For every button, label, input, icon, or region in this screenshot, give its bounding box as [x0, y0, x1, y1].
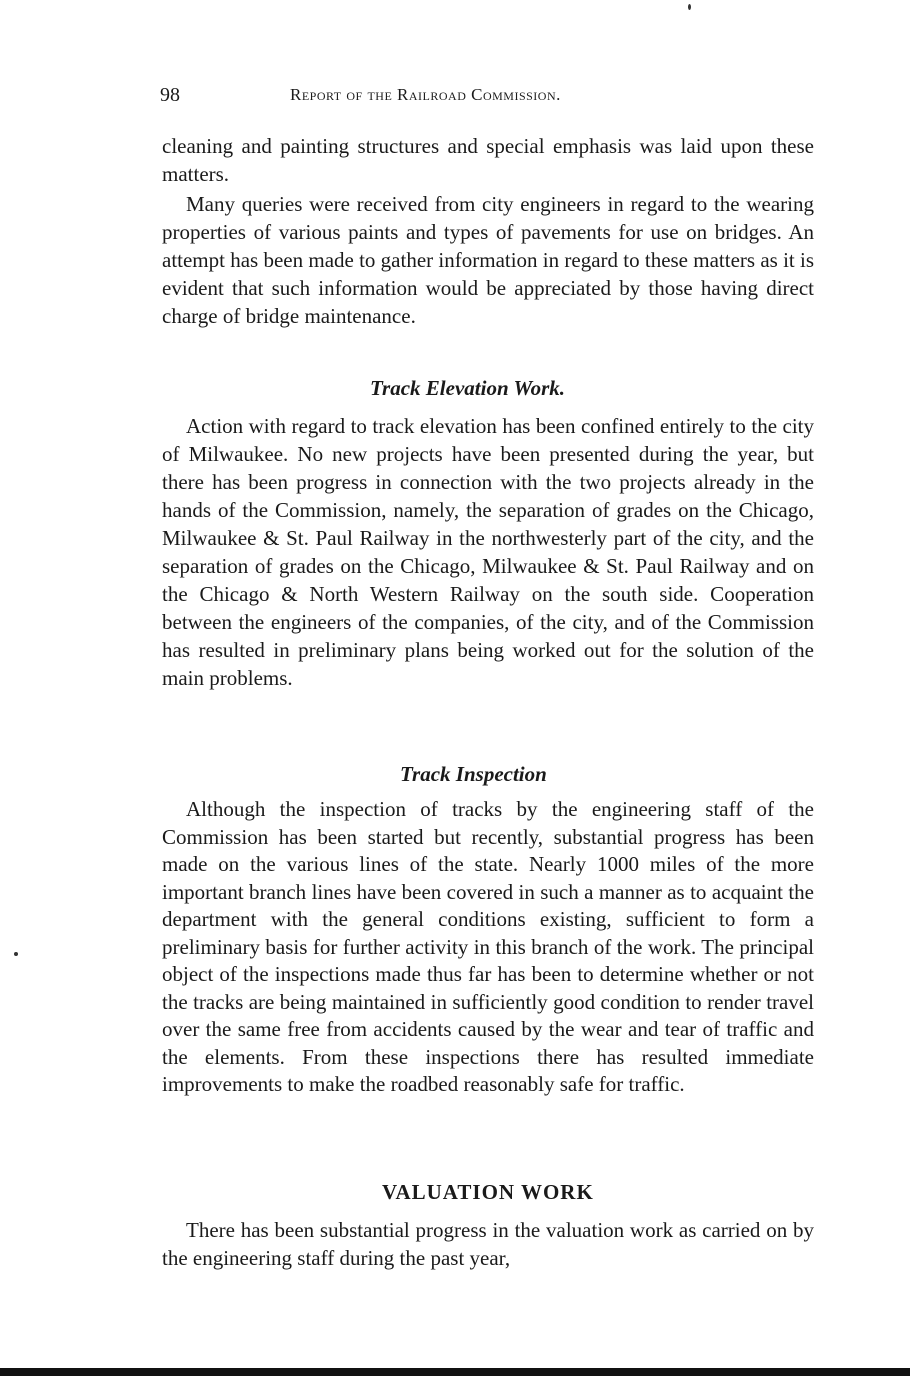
heading-valuation-work: VALUATION WORK	[382, 1180, 594, 1204]
paragraph-bridge-maintenance-end: cleaning and painting structures and special emphasis was laid upon these matters.	[162, 134, 814, 186]
paragraph-valuation-work: There has been substantial progress in the valuation work as carried on by the engineering staff during the past year,	[162, 1218, 814, 1270]
page-number: 98	[160, 84, 180, 106]
scan-bottom-edge	[0, 1368, 910, 1376]
paragraph-city-engineer-queries: Many queries were received from city engineers in regard to the wearing properties of various paints and types of pavements for use on bridges. An attempt has been made to gather information in regard to these matters as it is evident that such information would be appreciated by those having direct charge of bridge maintenance.	[162, 192, 814, 328]
page-header	[160, 84, 810, 114]
heading-track-inspection: Track Inspection	[400, 762, 547, 786]
running-title: Report of the Railroad Commission.	[290, 85, 561, 104]
paragraph-track-elevation: Action with regard to track elevation has been confined entirely to the city of Milwaukee. No new projects have been presented during the year, but there has been progress in connection with the two projects already in the hands of the Commission, namely, the separation of grades on the Chicago, Milwaukee & St. Paul Railway in the northwesterly part of the city, and the separation of grades on the Chicago, Milwaukee & St. Paul Railway and on the Chicago & North Western Railway on the south side. Cooperation between the engineers of the companies, of the city, and of the Commission has resulted in preliminary plans being worked out for the solution of the main problems.	[162, 414, 814, 690]
paragraph-track-inspection: Although the inspection of tracks by the engineering staff of the Commission has been started but recently, substantial progress has been made on the various lines of the state. Nearly 1000 miles of the more important branch lines have been covered in such a manner as to acquaint the department with the general conditions existing, sufficient to form a preliminary basis for further activity in this branch of the work. The principal object of the inspections made thus far has been to determine whether or not the tracks are being maintained in sufficiently good condition to render travel over the same free from accidents caused by the wear and tear of traffic and the elements. From these inspections there has resulted immediate improvements to make the roadbed reasonably safe for traffic.	[162, 797, 814, 1096]
scan-speck	[14, 952, 18, 956]
heading-track-elevation-work: Track Elevation Work.	[370, 376, 566, 400]
scan-speck	[688, 4, 691, 10]
